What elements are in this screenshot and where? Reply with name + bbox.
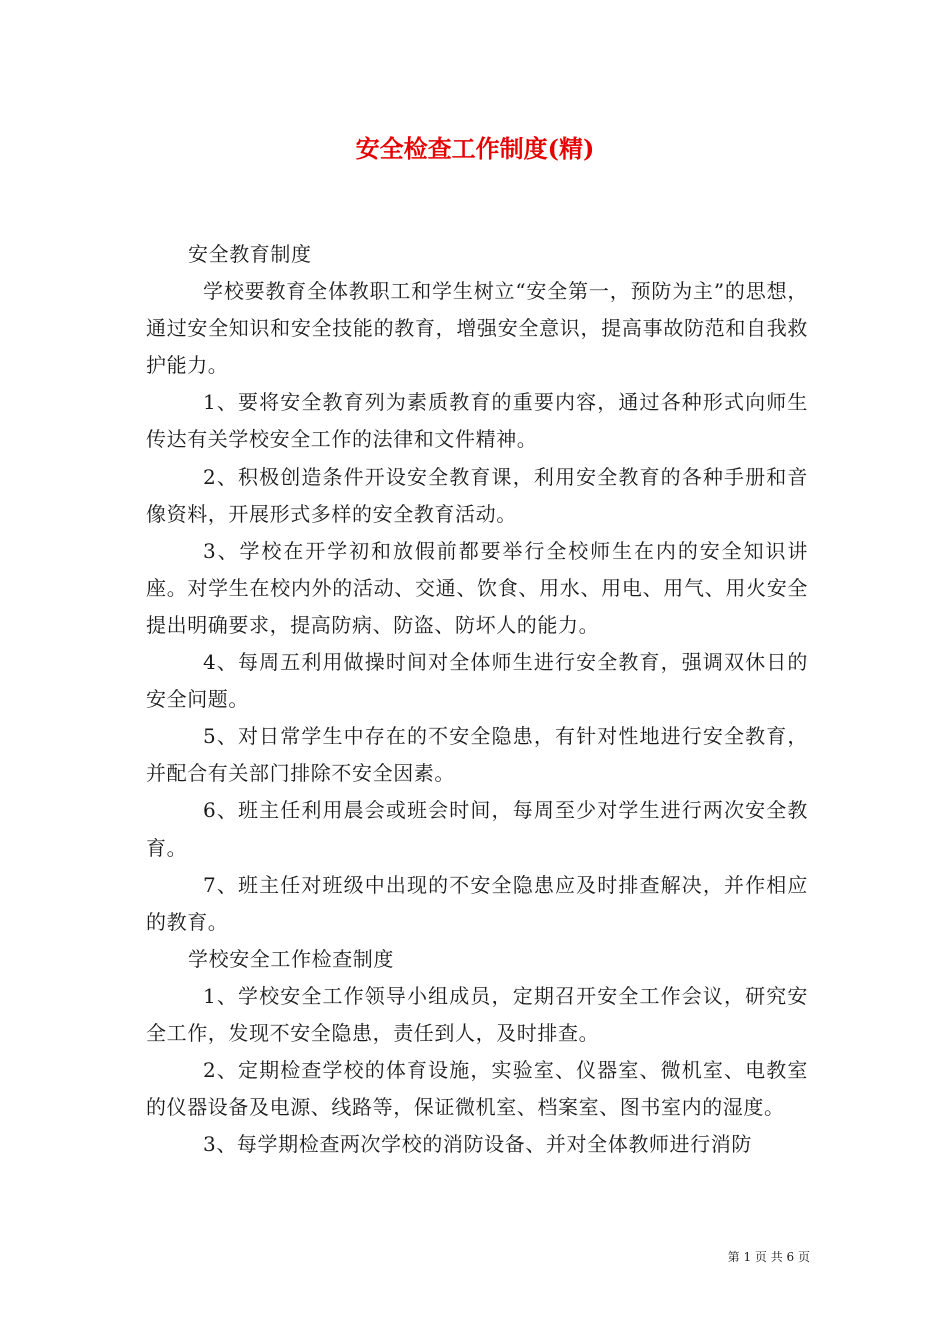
- list-item: 1、要将安全教育列为素质教育的重要内容，通过各种形式向师生传达有关学校安全工作的法律和文件精神。: [146, 390, 808, 452]
- document-title: 安全检查工作制度(精): [355, 134, 595, 163]
- list-item: 5、对日常学生中存在的不安全隐患，有针对性地进行安全教育，并配合有关部门排除不安全因素。: [146, 724, 808, 786]
- page-number: [690, 1249, 810, 1265]
- list-item: 4、每周五利用做操时间对全体师生进行安全教育，强调双休日的安全问题。: [146, 650, 808, 712]
- section-heading-safety-inspection: 学校安全工作检查制度: [188, 946, 394, 971]
- list-item: 1、学校安全工作领导小组成员，定期召开安全工作会议，研究安全工作，发现不安全隐患，责任到人，及时排查。: [146, 983, 808, 1045]
- list-item: 3、每学期检查两次学校的消防设备、并对全体教师进行消防: [203, 1132, 752, 1157]
- page-number-label: 第 1 页 共 6 页: [727, 1250, 810, 1264]
- list-item: 2、定期检查学校的体育设施，实验室、仪器室、微机室、电教室的仪器设备及电源、线路等，保证微机室、档案室、图书室内的湿度。: [146, 1058, 808, 1120]
- list-item: 6、班主任利用晨会或班会时间，每周至少对学生进行两次安全教育。: [146, 798, 808, 860]
- list-item: 7、班主任对班级中出现的不安全隐患应及时排查解决，并作相应的教育。: [146, 872, 808, 934]
- list-item: 3、学校在开学初和放假前都要举行全校师生在内的安全知识讲座。对学生在校内外的活动、交通、饮食、用水、用电、用气、用火安全提出明确要求，提高防病、防盗、防坏人的能力。: [146, 538, 808, 637]
- document-body: [146, 236, 808, 1163]
- section-heading-safety-education: 安全教育制度: [188, 242, 312, 266]
- intro-paragraph: 学校要教育全体教职工和学生树立“安全第一，预防为主”的思想，通过安全知识和安全技能的教育，增强安全意识，提高事故防范和自我救护能力。: [146, 279, 808, 378]
- list-item: 2、积极创造条件开设安全教育课，利用安全教育的各种手册和音像资料，开展形式多样的安全教育活动。: [146, 464, 808, 526]
